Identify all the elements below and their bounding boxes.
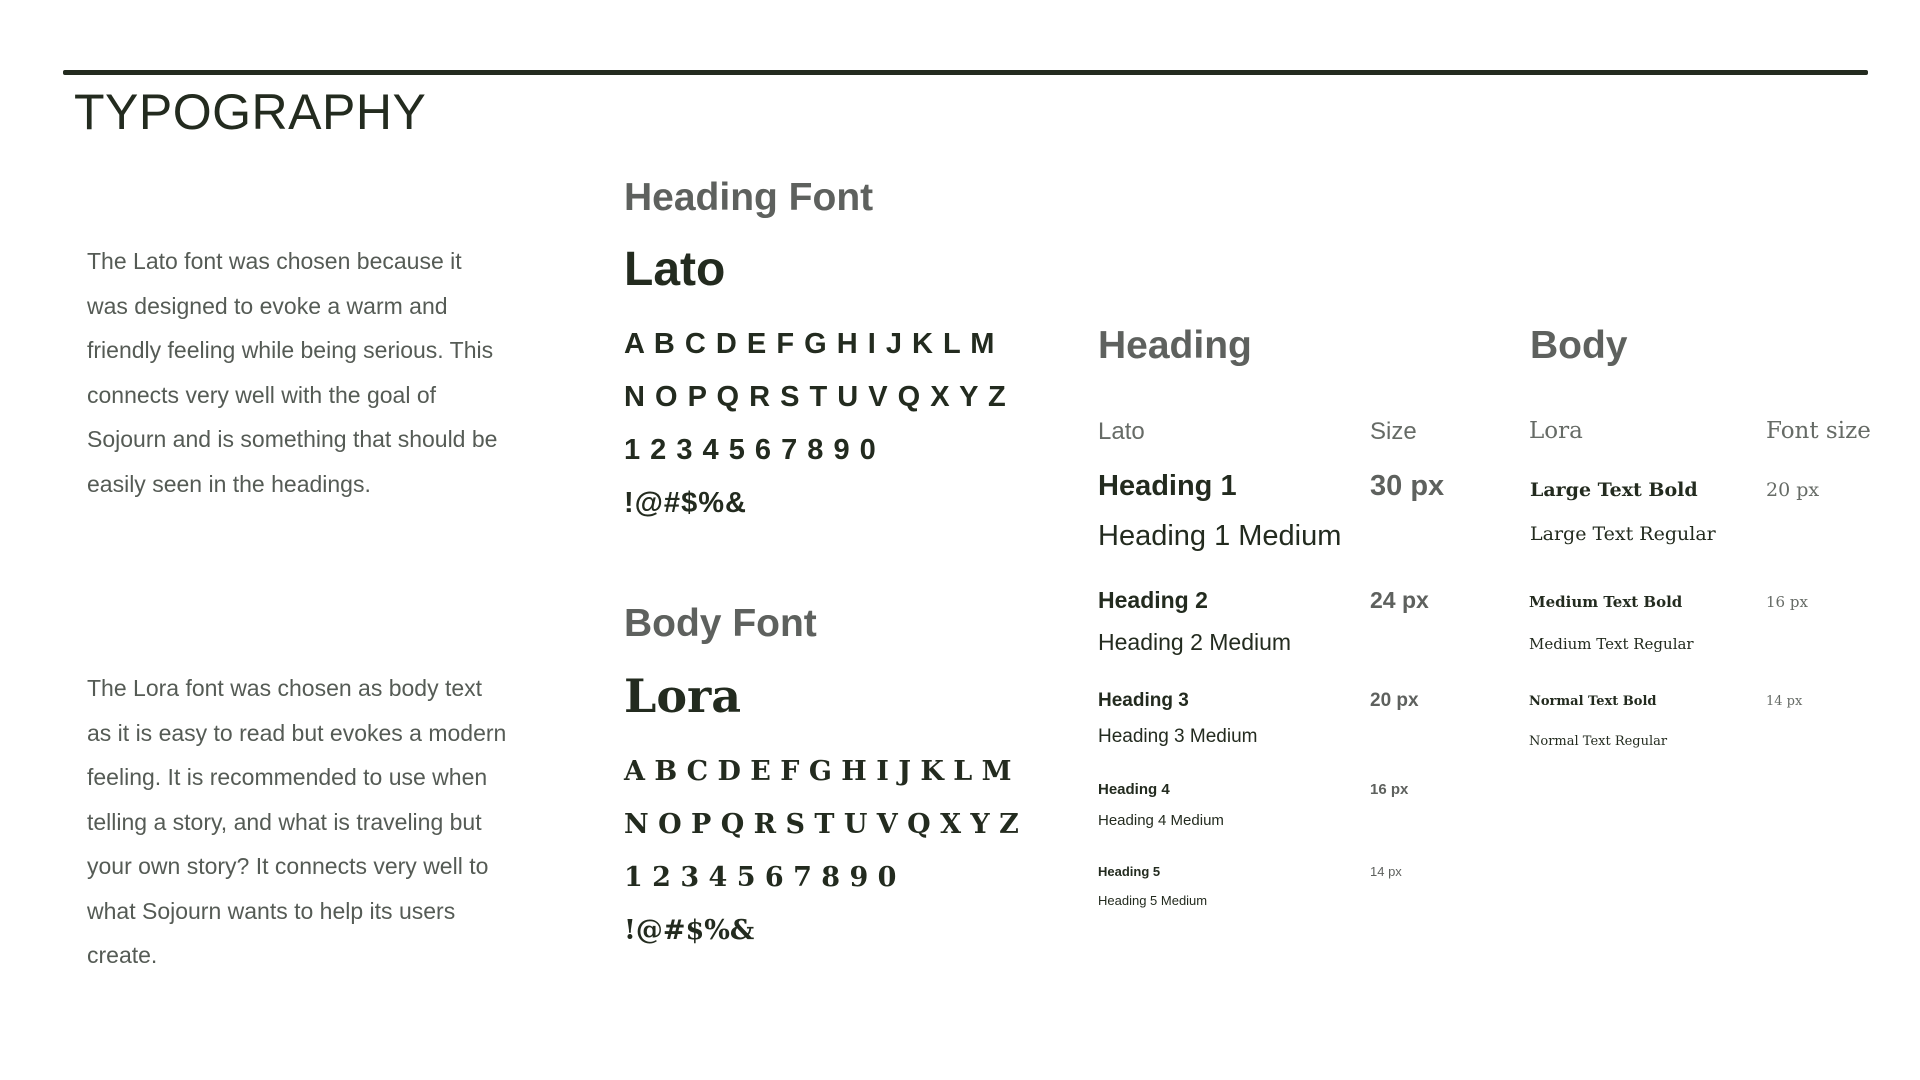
heading-1-medium: Heading 1 Medium [1098,520,1342,552]
specimen-line: !@#$%& [624,915,755,946]
specimen-line: !@#$%& [624,487,747,519]
medium-text-size: 16 px [1766,593,1808,611]
heading-font-label: Heading Font [624,176,874,219]
heading-3-medium: Heading 3 Medium [1098,726,1258,747]
heading-col-font: Lato [1098,418,1145,445]
heading-1-size: 30 px [1370,470,1445,502]
heading-font-name: Lato [624,243,726,296]
body-col-size: Font size [1766,418,1871,444]
medium-text-bold: Medium Text Bold [1529,593,1683,611]
body-font-specimen [624,745,1019,957]
large-text-regular: Large Text Regular [1530,523,1716,545]
specimen-line: 1 2 3 4 5 6 7 8 9 0 [624,862,897,893]
specimen-line: A B C D E F G H I J K L M [624,328,996,360]
heading-2-medium: Heading 2 Medium [1098,629,1292,655]
heading-2-bold: Heading 2 [1098,587,1208,613]
title-rule [63,70,1868,75]
specimen-line: N O P Q R S T U V Q X Y Z [624,809,1019,840]
normal-text-size: 14 px [1766,694,1803,709]
heading-col-size: Size [1370,418,1417,445]
body-font-label: Body Font [624,602,817,645]
specimen-line: A B C D E F G H I J K L M [624,756,1012,787]
heading-5-medium: Heading 5 Medium [1098,893,1208,908]
large-text-bold: Large Text Bold [1530,479,1698,501]
normal-text-bold: Normal Text Bold [1529,694,1657,709]
heading-4-size: 16 px [1370,781,1409,798]
body-table-title: Body [1530,324,1628,367]
large-text-size: 20 px [1766,479,1820,501]
lato-description: The Lato font was chosen because it was designed to evoke a warm and friendly feeling while being serious. This connects very well with the goal of Sojourn and is something that should be easily seen in the headings. [87,248,498,497]
lora-description: The Lora font was chosen as body text as it is easy to read but evokes a modern feeling. It is recommended to use when telling a story, and what is traveling but your own story? It connects very well to what Sojourn wants to help its users create. [87,675,507,968]
heading-1-bold: Heading 1 [1098,470,1237,502]
heading-5-bold: Heading 5 [1098,864,1161,879]
heading-font-specimen [624,318,1007,530]
heading-3-size: 20 px [1370,690,1419,711]
heading-4-bold: Heading 4 [1098,781,1170,798]
normal-text-regular: Normal Text Regular [1529,734,1668,749]
heading-2-size: 24 px [1370,587,1429,613]
specimen-line: 1 2 3 4 5 6 7 8 9 0 [624,434,877,466]
medium-text-regular: Medium Text Regular [1529,635,1694,653]
body-col-font: Lora [1529,418,1583,444]
heading-table-title: Heading [1098,324,1252,367]
page-title: TYPOGRAPHY [74,84,427,140]
heading-4-medium: Heading 4 Medium [1098,812,1224,829]
heading-3-bold: Heading 3 [1098,690,1189,711]
heading-5-size: 14 px [1370,864,1402,879]
body-font-name: Lora [624,669,742,723]
specimen-line: N O P Q R S T U V Q X Y Z [624,381,1007,413]
